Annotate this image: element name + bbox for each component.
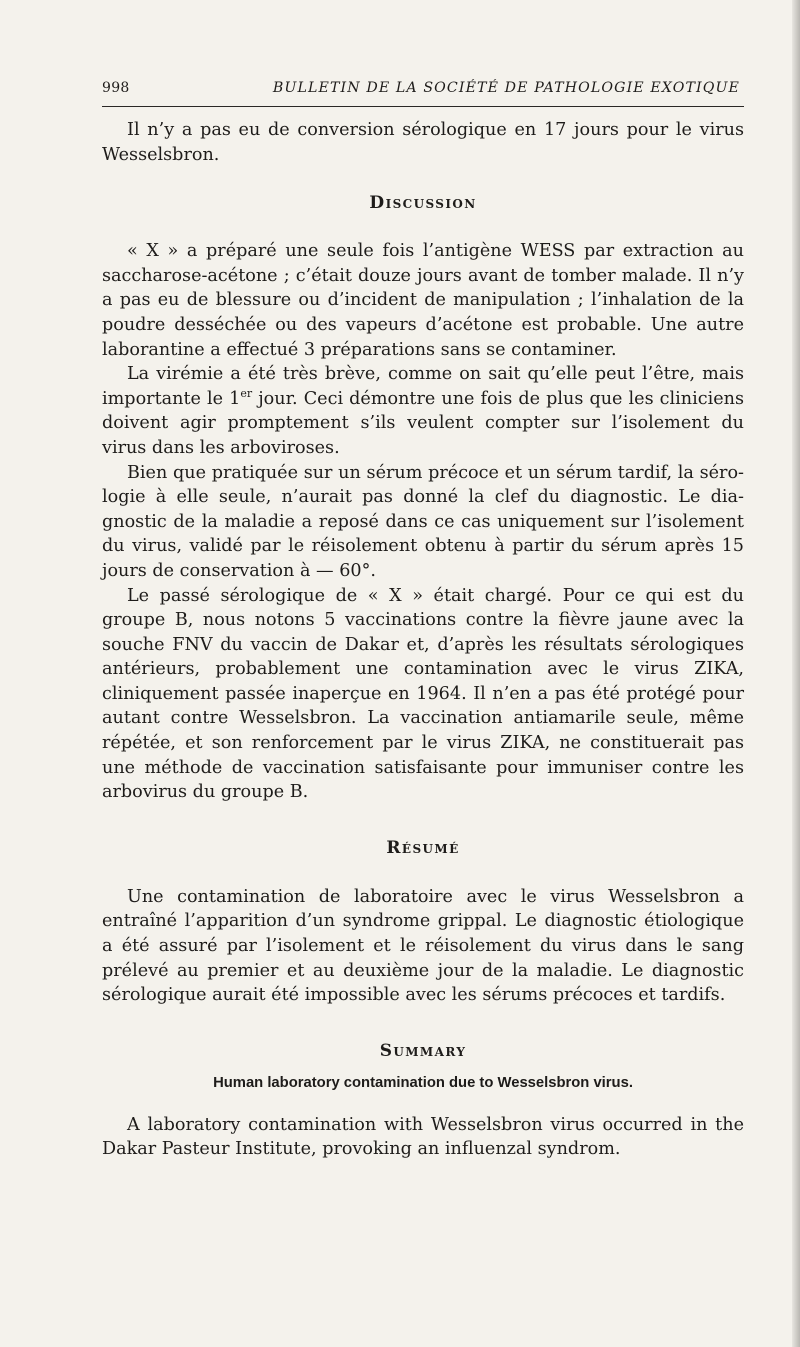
page-number: 998 bbox=[102, 80, 130, 96]
summary-title: Human laboratory contamination due to Wesselsbron virus. bbox=[213, 1074, 633, 1091]
summary-paragraph: A laboratory contamination with Wesselsbron virus occurred in the Dakar Pasteur Institute, provoking an influenzal syndrom. bbox=[102, 1114, 744, 1160]
discussion-paragraph-3: Bien que pratiquée sur un sérum précoce et un sérum tardif, la sérologie à elle seule, n’aurait pas donné la clef du diagnostic. Le diagnostic de la maladie a reposé dans ce cas uniquement sur l’isolement du virus, validé par le réisolement obtenu à partir du sérum après 15 jours de conservation à — 60°. bbox=[102, 462, 744, 581]
discussion-heading: Discussion bbox=[369, 193, 477, 214]
running-title: BULLETIN DE LA SOCIÉTÉ DE PATHOLOGIE EXOTIQUE bbox=[272, 80, 740, 96]
intro-paragraph: Il n’y a pas eu de conversion sérologique en 17 jours pour le virus Wesselsbron. bbox=[102, 120, 744, 165]
discussion-paragraph-4: Le passé sérologique de « X » était chargé. Pour ce qui est du groupe B, nous notons 5 vaccinations contre la fièvre jaune avec la souche FNV du vaccin de Dakar et, d’après les résultats sérologiques antérieurs, probablement une contamination avec le virus ZIKA, cliniquement passée inaperçue en 1964. Il n’en a pas été protégé pour autant contre Wesselsbron. La vaccination antiamarile seule, même répétée, et son renforcement par le virus ZIKA, ne constituerait pas une méthode de vaccination satisfaisante pour immuniser contre les arbovirus du groupe B. bbox=[102, 585, 744, 803]
article-body bbox=[102, 118, 744, 1162]
discussion-paragraph-2: La virémie a été très brève, comme on sait qu’elle peut l’être, mais importante le 1er jour. Ceci démontre une fois de plus que les cliniciens doivent agir promptement s’ils veulent compter sur l’isolement du virus dans les arboviroses. bbox=[102, 364, 744, 458]
page-edge-shadow bbox=[792, 0, 800, 1347]
running-header bbox=[102, 78, 744, 107]
ordinal-superscript: er bbox=[240, 386, 253, 400]
resume-heading: Résumé bbox=[386, 837, 460, 858]
discussion-paragraph-1: « X » a préparé une seule fois l’antigène WESS par extraction au saccharose-acétone ; c’était douze jours avant de tomber malade. Il n’y a pas eu de blessure ou d’incident de manipulation ; l’inhalation de la poudre desséchée ou des vapeurs d’acétone est probable. Une autre laborantine a effectué 3 préparations sans se contaminer. bbox=[102, 241, 744, 360]
summary-heading: Summary bbox=[379, 1040, 467, 1061]
resume-paragraph: Une contamination de laboratoire avec le virus Wesselsbron a entraîné l’apparition d’un syndrome grippal. Le diagnostic étiologique a été assuré par l’isolement et le réisolement du virus dans le sang prélevé au premier et au deuxième jour de la maladie. Le diagnostic sérologique aurait été impossible avec les sérums précoces et tardifs. bbox=[102, 886, 744, 1006]
